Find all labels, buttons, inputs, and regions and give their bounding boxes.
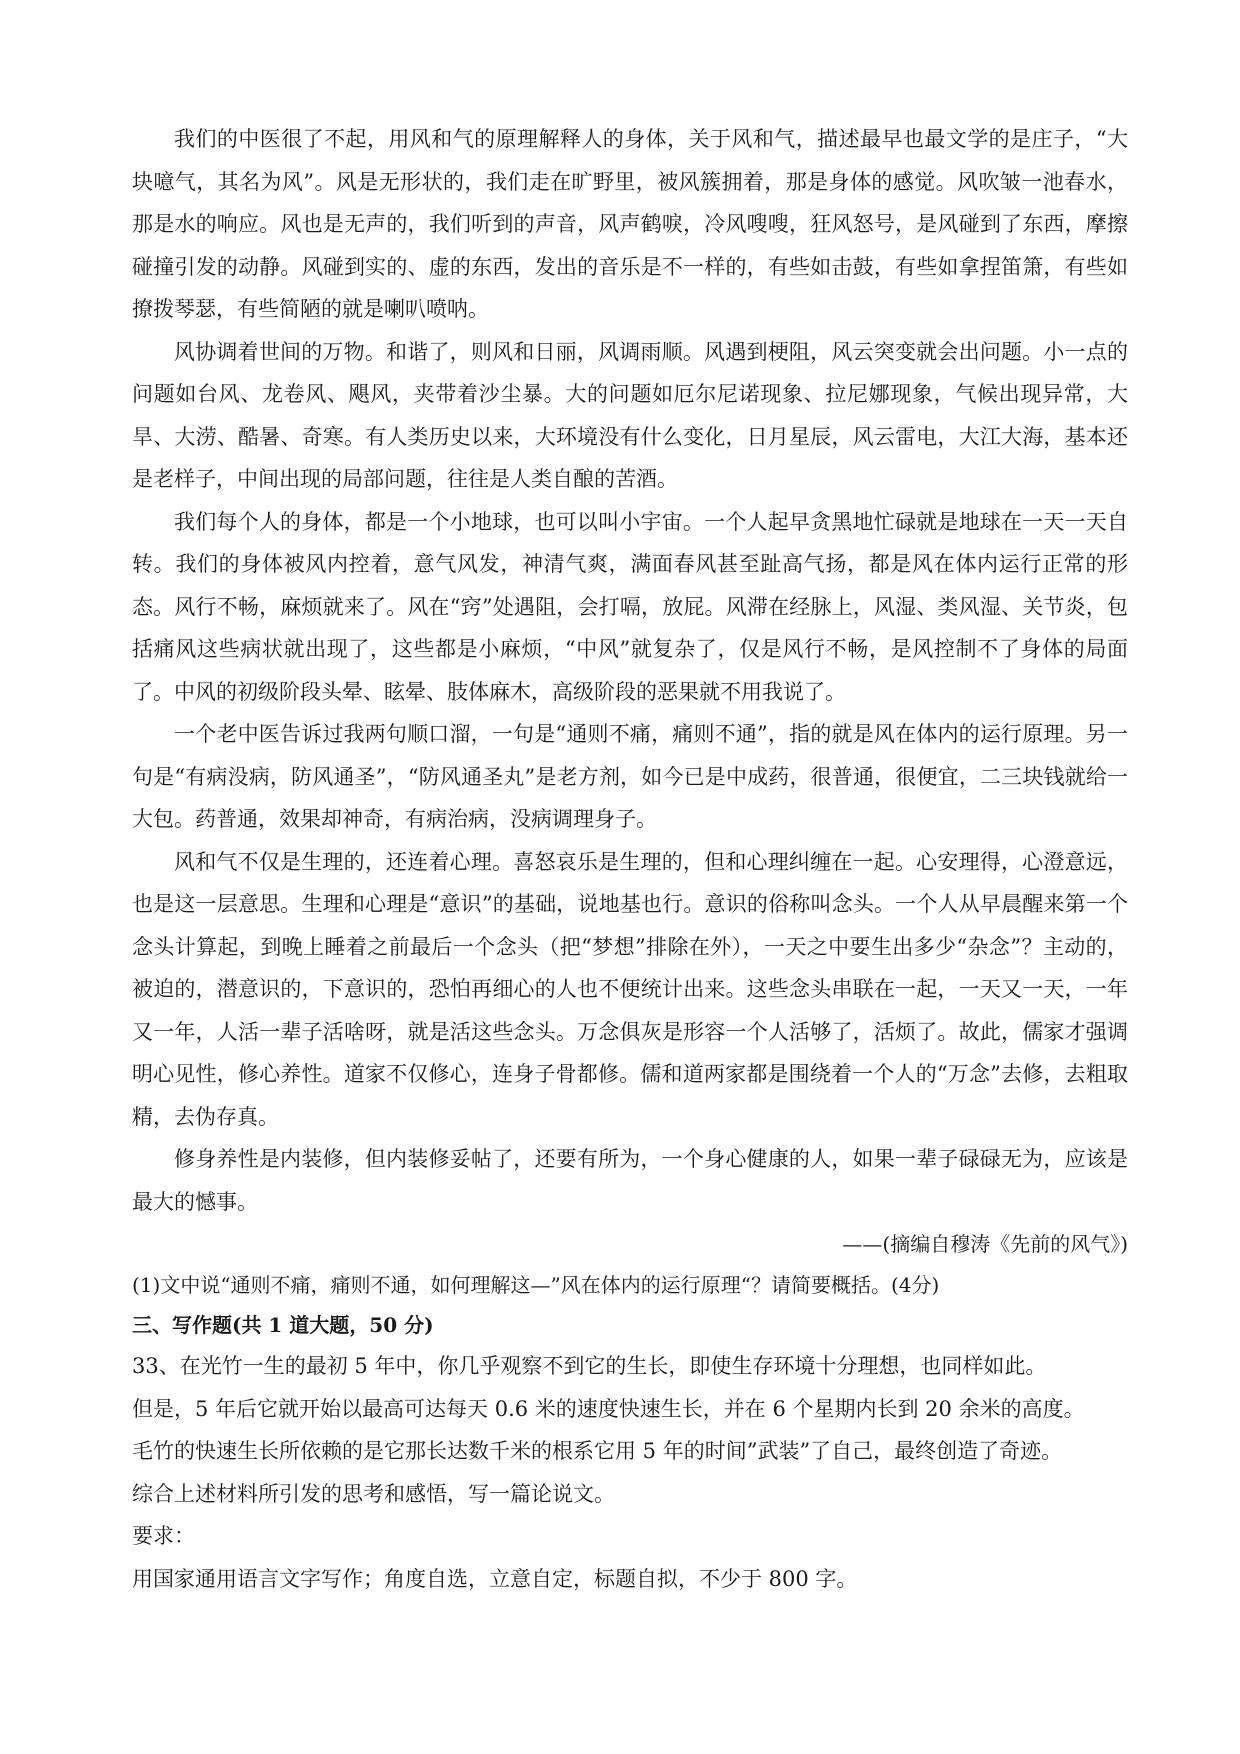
passage-paragraph-1: 我们的中医很了不起，用风和气的原理解释人的身体，关于风和气，描述最早也最文学的是庄子，“大块噫气，其名为风”。风是无形状的，我们走在旷野里，被风簇拥着，那是身体的感觉。风吹皱一池春水，那是水的响应。风也是无声的，我们听到的声音，风声鹤唳，冷风嗖嗖，狂风怒号，是风碰到了东西，摩擦碰撞引发的动静。风碰到实的、虚的东西，发出的音乐是不一样的，有些如击鼓，有些如拿捏笛箫，有些如撩拨琴瑟，有些简陋的就是喇叭喷呐。 — [132, 127, 1128, 321]
requirements-text: 用国家通用语言文字写作；角度自选，立意自定，标题自拟，不少于 800 字。 — [132, 1566, 858, 1591]
section-title-writing: 三、写作题(共 1 道大题，50 分) — [132, 1313, 434, 1337]
essay-prompt-line-3: 毛竹的快速生长所依赖的是它那长达数千米的根系它用 5 年的时间”武装”了自己，最终创造了奇迹。 — [132, 1439, 1063, 1463]
passage-paragraph-3: 我们每个人的身体，都是一个小地球，也可以叫小宇宙。一个人起早贪黑地忙碌就是地球在一天一天自转。我们的身体被风内控着，意气风发，神清气爽，满面春风甚至趾高气扬，都是风在体内运行正常的形态。风行不畅，麻烦就来了。风在“窍”处遇阻，会打嗝，放屁。风滞在经脉上，风湿、类风湿、关节炎，包括痛风这些病状就出现了，这些都是小麻烦，“中风”就复杂了，仅是风行不畅，是风控制不了身体的局面了。中风的初级阶段头晕、眩晕、肢体麻木，高级阶段的恶果就不用我说了。 — [132, 509, 1128, 704]
essay-prompt-line-4: 综合上述材料所引发的思考和感悟，写一篇论说文。 — [132, 1481, 615, 1506]
passage-paragraph-5: 风和气不仅是生理的，还连着心理。喜怒哀乐是生理的，但和心理纠缠在一起。心安理得，心澄意远，也是这一层意思。生理和心理是“意识”的基础，说地基也行。意识的俗称叫念头。一个人从早晨醒来第一个念头计算起，到晚上睡着之前最后一个念头（把“梦想”排除在外），一天之中要生出多少“杂念”？主动的，被迫的，潜意识的，下意识的，恐怕再细心的人也不便统计出来。这些念头串联在一起，一天又一天，一年又一年，人活一辈子活啥呀，就是活这些念头。万念俱灰是形容一个人活够了，活烦了。故此，儒家才强调明心见性，修心养性。道家不仅修心，连身子骨都修。儒和道两家都是围绕着一个人的“万念”去修，去粗取精，去伪存真。 — [132, 849, 1128, 1129]
passage-paragraph-2: 风协调着世间的万物。和谐了，则风和日丽，风调雨顺。风遇到梗阻，风云突变就会出问题。小一点的问题如台风、龙卷风、飓风，夹带着沙尘暴。大的问题如厄尔尼诺现象、拉尼娜现象，气候出现异常，大旱、大涝、酷暑、奇寒。有人类历史以来，大环境没有什么变化，日月星辰，风云雷电，大江大海，基本还是老样子，中间出现的局部问题，往往是人类自酿的苦酒。 — [132, 339, 1128, 491]
document-page — [132, 118, 1128, 1600]
essay-prompt-line-1: 33、在光竹一生的最初 5 年中，你几乎观察不到它的生长，即使生存环境十分理想，也同样如此。 — [132, 1354, 1047, 1378]
essay-prompt-line-2: 但是，5 年后它就开始以最高可达每天 0.6 米的速度快速生长，并在 6 个星期内长到 20 余米的高度。 — [132, 1396, 1085, 1421]
requirements-label: 要求： — [132, 1524, 195, 1548]
question-1: (1)文中说“通则不痛，痛则不通，如何理解这—”风在体内的运行原理“？请简要概括。(4分) — [132, 1273, 940, 1297]
passage-source: ——(摘编自穆涛《先前的风气》) — [842, 1232, 1128, 1256]
passage-paragraph-6: 修身养性是内装修，但内装修妥帖了，还要有所为，一个身心健康的人，如果一辈子碌碌无为，应该是最大的憾事。 — [132, 1147, 1128, 1214]
passage-paragraph-4: 一个老中医告诉过我两句顺口溜，一句是“通则不痛，痛则不通”，指的就是风在体内的运行原理。另一句是“有病没病，防风通圣”，“防风通圣丸”是老方剂，如今已是中成药，很普通，很便宜，二三块钱就给一大包。药普通，效果却神奇，有病治病，没病调理身子。 — [132, 722, 1128, 831]
